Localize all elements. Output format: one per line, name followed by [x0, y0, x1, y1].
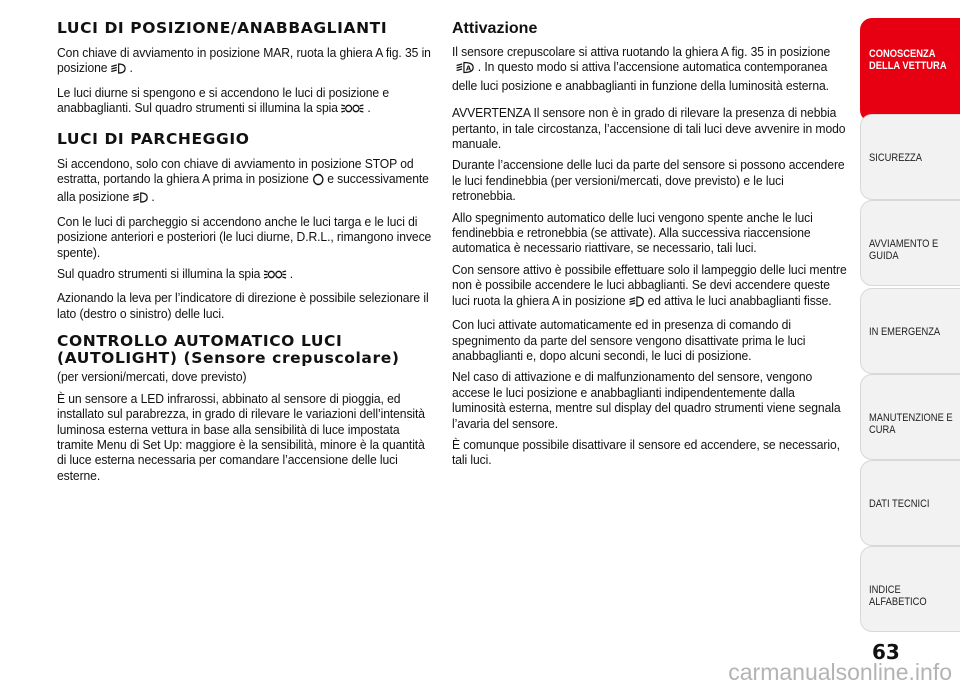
paragraph: Durante l’accensione delle luci da parte del sensore si possono accendere le luci fendinebbia (per versioni/mercati, dove previsto) e le luci retronebbia.	[452, 157, 845, 204]
tab-conoscenza[interactable]	[860, 18, 960, 122]
paragraph: Nel caso di attivazione e di malfunzionamento del sensore, vengono accese le luci posizione e anabbaglianti indipendentemente dalla luminosità esterna, mentre sul display del quadro strumenti viene segnala l’avaria del sensore.	[452, 369, 841, 431]
paragraph: AVVERTENZA Il sensore non è in grado di rilevare la presenza di nebbia pertanto, in tale circostanza, l’accensione di tali luci deve avvenire in modo manuale.	[452, 105, 846, 152]
right-text-column	[452, 14, 850, 474]
paragraph: Azionando la leva per l’indicatore di direzione è possibile selezionare il lato (destro o sinistro) delle luci.	[57, 290, 429, 321]
paragraph	[57, 45, 437, 79]
paragraph	[57, 266, 437, 284]
position-lights-icon	[341, 102, 365, 118]
text: .	[151, 189, 155, 205]
chapter-tabs	[860, 0, 960, 686]
section-title-parking-lights: LUCI DI PARCHEGGIO	[57, 129, 250, 148]
paragraph: È comunque possibile disattivare il sensore ed accendere, se necessario, tali luci.	[452, 436, 840, 468]
tab-label: INDICE ALFABETICO	[869, 583, 927, 608]
tab-avviamento[interactable]	[860, 200, 960, 286]
paragraph: Con le luci di parcheggio si accendono anche le luci targa e le luci di posizione anteriori e posteriori (le luci diurne, D.R.L., rimangono invece spente).	[57, 213, 432, 260]
tab-emergenza[interactable]	[860, 288, 960, 374]
paragraph	[452, 262, 847, 311]
text: ed attiva le luci anabbaglianti fisse.	[647, 292, 832, 308]
paragraph: Con luci attivate automaticamente ed in presenza di comando di spegnimento da parte del sensore vengono disattivate prima le luci anabbaglianti e, dopo alcuni secondi, le luci di posizione.	[452, 317, 806, 363]
text: .	[289, 266, 294, 282]
text: CONTROLLO AUTOMATICO LUCI	[57, 332, 343, 351]
watermark: carmanualsonline.info	[728, 659, 952, 685]
text: .	[367, 100, 371, 116]
paragraph	[57, 85, 437, 119]
tab-indice[interactable]	[860, 546, 960, 632]
paragraph: È un sensore a LED infrarossi, abbinato al sensore di pioggia, ed installato sul parabrezza, in grado di rilevare le variazioni dell’intensità luminosa esterna vettura in base alla sensibilità di luce impostata tramite Menu di Set Up: maggiore è la sensibilità, minore è la quantità di luce esterna necessaria per comandare l’accensione delle luci esterne.	[57, 390, 425, 483]
low-beam-icon	[628, 295, 645, 311]
low-beam-icon	[132, 191, 149, 207]
tab-sicurezza[interactable]	[860, 114, 960, 200]
position-lights-icon	[263, 268, 287, 284]
tab-label: AVVIAMENTO E GUIDA	[869, 237, 939, 262]
paragraph	[57, 156, 437, 208]
auto-lights-icon	[455, 61, 475, 77]
svg-text:A: A	[465, 64, 471, 73]
text: Sul quadro strumenti si illumina la spia	[57, 266, 261, 282]
text: e successivamente alla posizione	[57, 171, 429, 205]
tab-label: MANUTENZIONE E CURA	[869, 411, 953, 436]
paragraph: Allo spegnimento automatico delle luci vengono spente anche le luci fendinebbia e retronebbia (se attivate). Alla successiva riaccensione automatica è necessario riattivare, se necessario, tali luci.	[452, 209, 813, 256]
text: (AUTOLIGHT) (Sensore crepuscolare)	[57, 349, 400, 368]
text: Il sensore crepuscolare si attiva ruotando la ghiera A fig. 35 in posizione	[452, 44, 831, 59]
tab-manutenzione[interactable]	[860, 374, 960, 460]
tab-label: SICUREZZA	[869, 151, 922, 164]
paragraph: (per versioni/mercati, dove previsto)	[57, 369, 247, 385]
paragraph	[452, 44, 847, 93]
text: .	[129, 60, 133, 76]
left-column	[57, 14, 439, 489]
tab-dati-tecnici[interactable]	[860, 460, 960, 546]
subsection-title-attivazione: Attivazione	[452, 20, 538, 37]
text: Si accendono, solo con chiave di avviamento in posizione STOP od estratta, portando la ghiera A prima in posizione	[57, 155, 414, 187]
page-number: 63	[872, 640, 900, 664]
text: Con sensore attivo è possibile effettuare solo il lampeggio delle luci mentre non è possibile accendere le luci abbaglianti. Se devi accendere queste luci ruota la ghiera A in posizione	[452, 261, 847, 308]
parking-lights-icon	[312, 173, 325, 189]
section-title-position-lights: LUCI DI POSIZIONE/ANABBAGLIANTI	[57, 19, 388, 37]
text: . In questo modo si attiva l’accensione automatica contemporanea delle luci posizione e anabbaglianti in funzione della luminosità esterna.	[452, 59, 829, 93]
text: Con chiave di avviamento in posizione MAR, ruota la ghiera A fig. 35 in posizione	[57, 45, 431, 76]
low-beam-icon	[110, 62, 127, 78]
section-title-autolight	[57, 333, 439, 367]
text: Le luci diurne si spengono e si accendono le luci di posizione e anabbaglianti. Sul quadro strumenti si illumina la spia	[57, 84, 390, 116]
tab-label: DATI TECNICI	[869, 497, 930, 510]
tab-label: IN EMERGENZA	[869, 325, 941, 338]
tab-label: CONOSCENZA DELLA VETTURA	[869, 47, 947, 72]
